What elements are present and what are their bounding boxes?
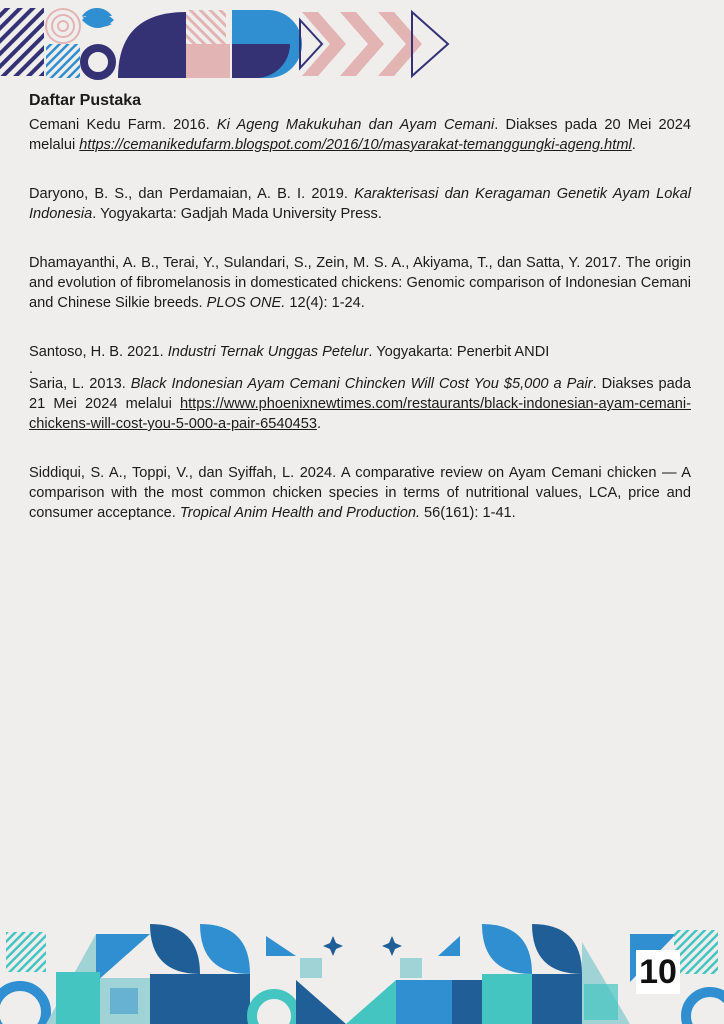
- reference-title: PLOS ONE.: [206, 295, 286, 311]
- reference-entry: Daryono, B. S., dan Perdamaian, A. B. I. 2019. Karakterisasi dan Keragaman Genetik Ayam Lokal Indonesia. Yogyakarta: Gadjah Mada University Press.: [29, 186, 691, 222]
- blue-stripes-shape: [46, 44, 80, 78]
- sparkle-icon: [323, 936, 343, 956]
- navy-leaf-shape: [118, 12, 186, 78]
- reference-entry: Dhamayanthi, A. B., Terai, Y., Sulandari, S., Zein, M. S. A., Akiyama, T., dan Satta, Y. 2017. The origin and evolution of fibromelanosis in domesticated chickens: Genomic comparison of Indonesian Cemani and Chinese Silkie breeds. PLOS ONE. 12(4): 1-24.: [29, 255, 691, 311]
- navy-ring-shape: [84, 48, 112, 76]
- reference-entry: Saria, L. 2013. Black Indonesian Ayam Cemani Chincken Will Cost You $5,000 a Pair. Diakses pada 21 Mei 2024 melalui https://www.phoenixnewtimes.com/restaurants/black-indonesian-ayam-cemani-chickens-will-cost-you-5-000-a-pair-6540453.: [29, 376, 691, 432]
- page-title: Daftar Pustaka: [29, 92, 142, 109]
- bibliography: [29, 91, 691, 552]
- reference-title: Black Indonesian Ayam Cemani Chincken Will Cost You $5,000 a Pair: [130, 376, 593, 392]
- reference-entry: Santoso, H. B. 2021. Industri Ternak Unggas Petelur. Yogyakarta: Penerbit ANDI: [29, 344, 550, 360]
- reference-title: Industri Ternak Unggas Petelur: [167, 344, 369, 360]
- reference-title: Karakterisasi dan Keragaman Genetik Ayam Lokal Indonesia: [29, 186, 691, 222]
- chevron-arrows-shape: [300, 12, 448, 76]
- sparkle-icon: [382, 936, 402, 956]
- reference-entry: Siddiqui, S. A., Toppi, V., dan Syiffah, L. 2024. A comparative review on Ayam Cemani chicken — A comparison with the most common chicken species in terms of nutritional values, LCA, price and consumer acceptance. Tropical Anim Health and Production. 56(161): 1-41.: [29, 465, 691, 521]
- reference-title: Tropical Anim Health and Production.: [179, 505, 420, 521]
- reference-title: Ki Ageng Makukuhan dan Ayam Cemani: [216, 117, 495, 133]
- pink-stripes-shape: [186, 10, 226, 44]
- header-decoration: [0, 0, 724, 86]
- stray-period: .: [29, 361, 34, 377]
- concentric-circles-shape: [46, 9, 80, 43]
- navy-stripes-shape: [0, 8, 44, 76]
- reference-link[interactable]: https://cemanikedufarm.blogspot.com/2016/10/masyarakat-temanggungki-ageng.html: [79, 137, 632, 153]
- footer-decoration: [0, 912, 724, 1024]
- leaf-shape: [150, 924, 200, 974]
- teal-stripes-shape: [6, 932, 46, 972]
- reference-entry: Cemani Kedu Farm. 2016. Ki Ageng Makukuhan dan Ayam Cemani. Diakses pada 20 Mei 2024 melalui https://cemanikedufarm.blogspot.com/2016/10/masyarakat-temanggungki-ageng.html.: [29, 117, 691, 153]
- reference-link[interactable]: https://www.phoenixnewtimes.com/restaurants/black-indonesian-ayam-cemani-chickens-will-cost-you-5-000-a-pair-6540453: [29, 396, 691, 432]
- page-number: 10: [636, 950, 680, 994]
